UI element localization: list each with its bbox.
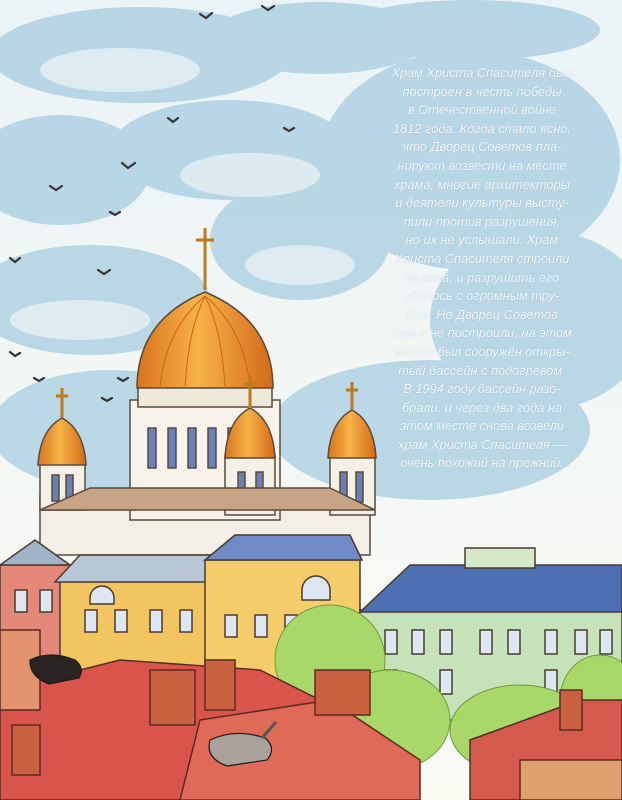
story-line: в Отечественной войне bbox=[407, 102, 557, 118]
story-line: тый бассейн с подогревом. bbox=[398, 362, 566, 378]
story-line: Храм Христа Спасителя был bbox=[391, 65, 573, 80]
story-line: на века́, и разрушить его bbox=[404, 269, 560, 285]
story-line: но их не услышали. Храм bbox=[405, 232, 559, 248]
story-line: так и не построили, на этом bbox=[392, 325, 572, 341]
story-line: удалось с огромным тру- bbox=[404, 288, 560, 304]
story-line: брали, и через два года на bbox=[401, 399, 563, 415]
story-line: очень похожий на прежний. bbox=[400, 455, 564, 471]
story-line: Христа Спасителя строили bbox=[394, 250, 570, 266]
story-line: и деятели культуры высту- bbox=[395, 195, 569, 211]
story-line: В 1994 году бассейн разо- bbox=[403, 381, 561, 397]
story-text bbox=[364, 64, 600, 473]
story-line: что Дворец Советов пла- bbox=[402, 139, 562, 155]
story-line: построен в честь победы bbox=[402, 83, 562, 99]
story-line: нируют возвести на месте bbox=[397, 157, 567, 173]
story-line: пили против разрушения, bbox=[403, 213, 561, 229]
story-line: месте был сооружён откры- bbox=[394, 343, 570, 359]
story-line: дом. Но Дворец Советов bbox=[406, 306, 558, 322]
story-line: этом месте снова возвели bbox=[399, 418, 565, 434]
story-line: храма, многие архитекторы bbox=[393, 176, 571, 192]
story-line: 1812 года. Когда стало ясно, bbox=[393, 120, 571, 136]
story-line: храм Христа Спасителя — bbox=[398, 436, 566, 452]
